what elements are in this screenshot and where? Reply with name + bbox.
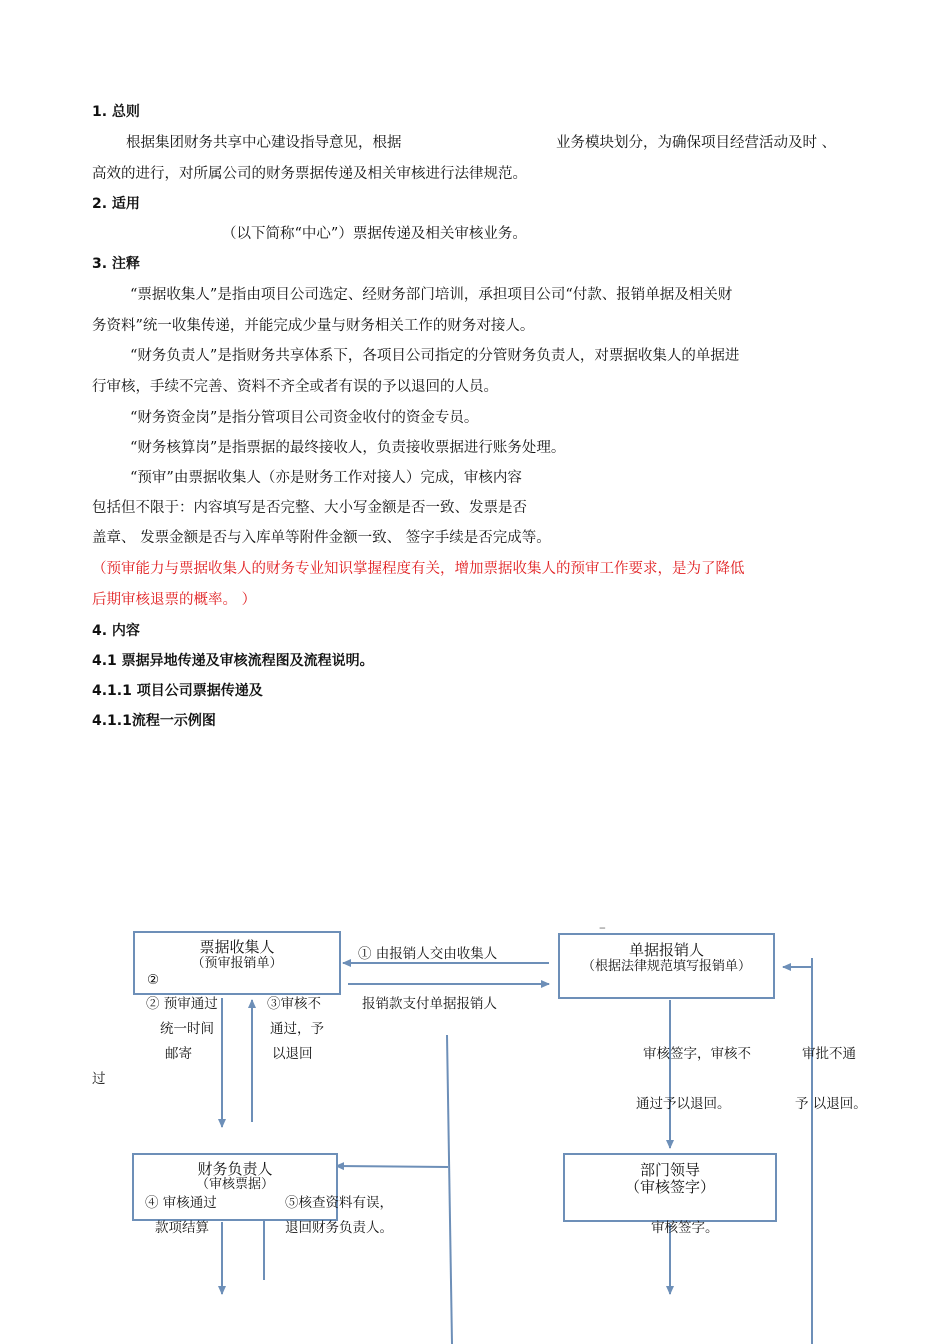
section-1-title: 1. 总则 [92, 104, 140, 120]
box-dept-leader-sub: （审核签字） [624, 1178, 715, 1196]
box-bill-collector [133, 931, 341, 995]
paragraph-scope: （以下简称“中心”）票据传递及相关审核业务。 [222, 226, 527, 242]
tick-mark: – [599, 920, 606, 936]
label-step-2-b: 统一时间 [160, 1021, 214, 1037]
box-dept-leader [563, 1153, 777, 1222]
paragraph-accounting-post: “财务核算岗”是指票据的最终接收人，负责接收票据进行账务处理。 [130, 440, 566, 456]
section-4-title: 4. 内容 [92, 623, 140, 639]
label-step-5-b: 退回财务负责人。 [285, 1220, 393, 1236]
paragraph-pre-review-line-1: “预审”由票据收集人（亦是财务工作对接人）完成，审核内容 [130, 470, 522, 486]
label-dept-sign: 审核签字。 [651, 1220, 719, 1236]
label-step-2-c: 邮寄 [165, 1046, 192, 1062]
paragraph-fund-post: “财务资金岗”是指分管项目公司资金收付的资金专员。 [130, 410, 479, 426]
section-4-1-1-title: 4.1.1 项目公司票据传递及 [92, 683, 263, 699]
section-4-1-title: 4.1 票据异地传递及审核流程图及流程说明。 [92, 653, 374, 669]
figure-caption: 4.1.1流程一示例图 [92, 713, 216, 729]
section-2-title: 2. 适用 [92, 196, 140, 212]
label-step-1: ① 由报销人交由收集人 [358, 946, 498, 962]
paragraph-pre-review-line-2: 包括但不限于：内容填写是否完整、大小写金额是否一致、发票是否 [92, 500, 527, 516]
box-claimant-title: 单据报销人 [628, 941, 704, 959]
arrow-center-to-finance [336, 1166, 448, 1167]
label-guo: 过 [92, 1071, 106, 1087]
label-step-3-a: ③审核不 [267, 996, 321, 1012]
box-dept-leader-title: 部门领导 [639, 1161, 700, 1179]
label-sign-b: 通过予以退回。 [636, 1096, 731, 1112]
box-claimant-sub: （根据法律规范填写报销单） [581, 959, 751, 974]
paragraph-finance-head-line-1: “财务负责人”是指财务共享体系下，各项目公司指定的分管财务负责人，对票据收集人的单据进 [130, 348, 740, 364]
label-payment: 报销款支付单据报销人 [362, 996, 497, 1012]
paragraph-collector-line-2: 务资料”统一收集传递，并能完成少量与财务相关工作的财务对接人。 [92, 318, 535, 334]
label-sign-a: 审核签字，审核不 [643, 1046, 751, 1062]
box-bill-collector-mark: ② [147, 972, 160, 988]
paragraph-pre-review-line-3: 盖章、 发票金额是否与入库单等附件金额一致、 签字手续是否完成等。 [92, 530, 551, 546]
label-approve-b: 予 以退回。 [795, 1096, 867, 1112]
paragraph-general-line-1b: 业务模块划分，为确保项目经营活动及时 、 [556, 135, 837, 151]
section-3-title: 3. 注释 [92, 256, 140, 272]
box-bill-collector-title: 票据收集人 [199, 938, 275, 956]
label-step-3-c: 以退回 [272, 1046, 313, 1062]
paragraph-finance-head-line-2: 行审核，手续不完善、资料不齐全或者有误的予以退回的人员。 [92, 379, 498, 395]
paragraph-general-line-2: 高效的进行，对所属公司的财务票据传递及相关审核进行法律规范。 [92, 166, 527, 182]
box-finance-head-sub: （审核票据） [195, 1177, 274, 1192]
box-bill-collector-sub: （预审报销单） [191, 956, 283, 971]
label-step-3-b: 通过，予 [270, 1021, 324, 1037]
note-red-line-1: （预审能力与票据收集人的财务专业知识掌握程度有关，增加票据收集人的预审工作要求，是为了降低 [92, 561, 745, 577]
box-finance-head-title: 财务负责人 [197, 1160, 273, 1178]
box-claimant [558, 933, 775, 999]
label-step-2-a: ② 预审通过 [146, 996, 218, 1012]
line-center-vertical [447, 1035, 452, 1344]
label-step-4-b: 款项结算 [155, 1220, 209, 1236]
note-red-line-2: 后期审核退票的概率。 ） [92, 592, 257, 608]
paragraph-general-line-1a: 根据集团财务共享中心建设指导意见，根据 [126, 135, 402, 151]
label-step-4-a: ④ 审核通过 [145, 1195, 217, 1211]
label-approve-a: 审批不通 [802, 1046, 856, 1062]
label-step-5-a: ⑤核查资料有误， [285, 1195, 393, 1211]
paragraph-collector-line-1: “票据收集人”是指由项目公司选定、经财务部门培训，承担项目公司“付款、报销单据及相关财 [130, 287, 733, 303]
